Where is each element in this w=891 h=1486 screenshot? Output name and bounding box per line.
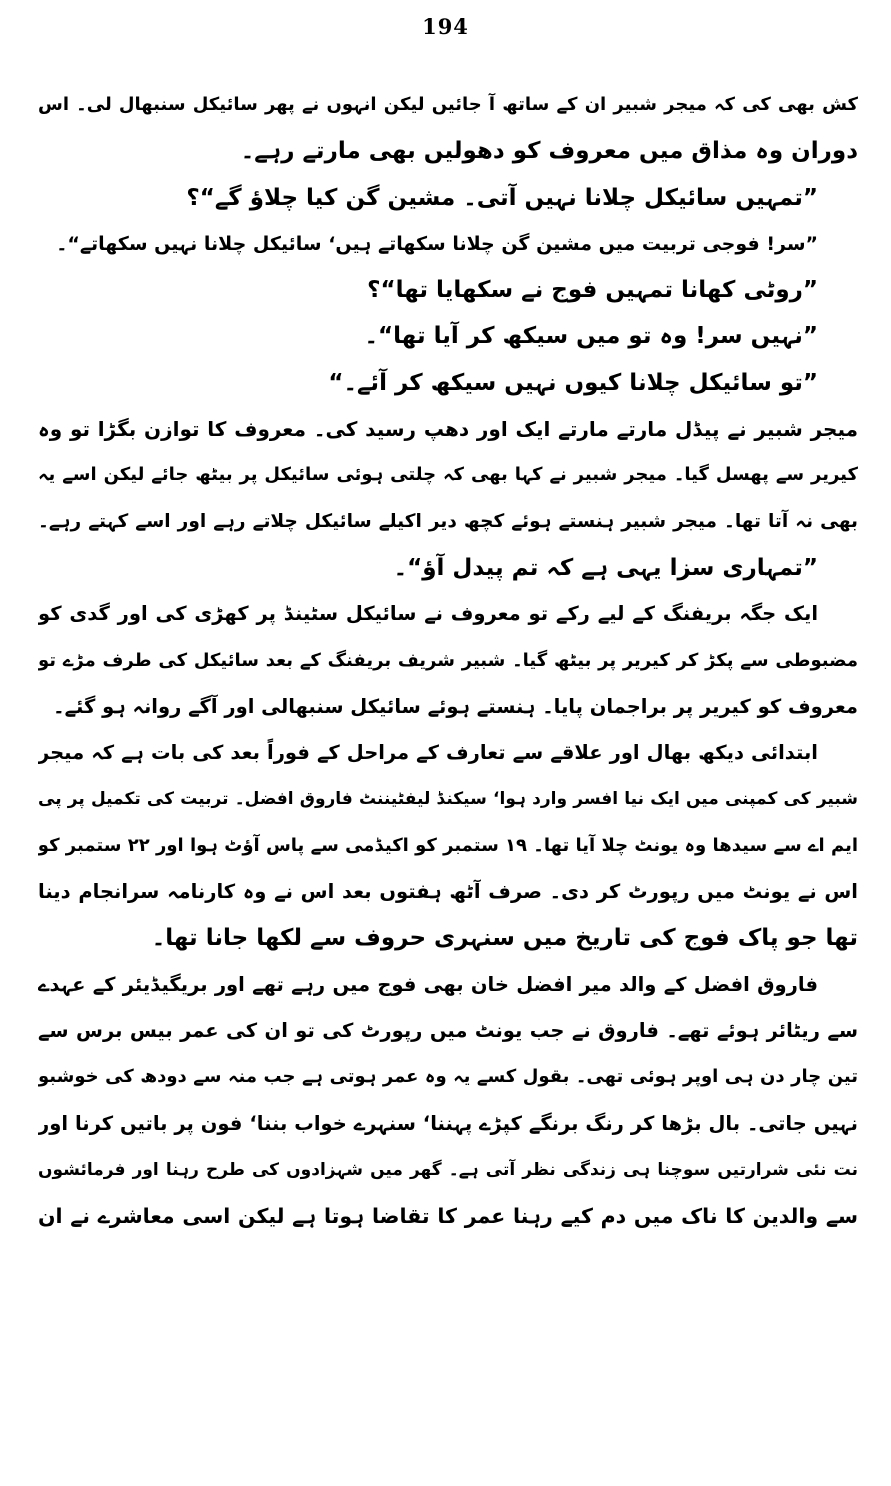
- text-line: ”تو سائیکل چلانا کیوں نہیں سیکھ کر آئے۔“: [328, 369, 818, 396]
- text-line: ایک جگہ بریفنگ کے لیے رکے تو معروف نے سائیکل سٹینڈ پر کھڑی کی اور گدی کو: [38, 602, 818, 626]
- text-line: دوران وہ مذاق میں معروف کو دھولیں بھی مارتے رہے۔: [240, 138, 858, 165]
- text-line: نہیں جاتی۔ بال بڑھا کر رنگ برنگے کپڑے پہننا‘ سنہرے خواب بننا‘ فون پر باتیں کرنا اور: [38, 1111, 858, 1135]
- text-line: شبیر کی کمپنی میں ایک نیا افسر وارد ہوا‘ سیکنڈ لیفٹیننٹ فاروق افضل۔ تربیت کی تکمیل پر پی: [38, 789, 858, 810]
- text-line: اس نے یونٹ میں رپورٹ کر دی۔ صرف آٹھ ہفتوں بعد اس نے وہ کارنامہ سرانجام دینا: [38, 880, 858, 904]
- text-line: معروف کو کیریر پر براجمان پایا۔ ہنستے ہوئے سائیکل سنبھالی اور آگے روانہ ہو گئے۔: [53, 694, 858, 718]
- text-line: میجر شبیر نے پیڈل مارتے مارتے ایک اور دھپ رسید کی۔ معروف کا توازن بگڑا تو وہ: [38, 417, 858, 442]
- text-line: بھی نہ آتا تھا۔ میجر شبیر ہنستے ہوئے کچھ دیر اکیلے سائیکل چلاتے رہے اور اسے کہتے رہے۔: [38, 510, 858, 532]
- body-text: [38, 82, 858, 1239]
- text-line: کش بھی کی کہ میجر شبیر ان کے ساتھ آ جائیں لیکن انہوں نے پھر سائیکل سنبھال لی۔ اس: [38, 94, 858, 115]
- page-number: 194: [422, 14, 469, 39]
- text-line: ایم اے سے سیدھا وہ یونٹ چلا آیا تھا۔ ۱۹ ستمبر کو اکیڈمی سے پاس آؤٹ ہوا اور ۲۲ ستمبر کو: [38, 834, 858, 856]
- text-line: نت نئی شرارتیں سوچنا ہی زندگی نظر آتی ہے۔ گھر میں شہزادوں کی طرح رہنا اور فرمائشوں: [38, 1159, 858, 1180]
- text-line: ”تمہاری سزا یہی ہے کہ تم پیدل آؤ“۔: [393, 554, 818, 581]
- text-line: فاروق افضل کے والد میر افضل خان بھی فوج میں رہے تھے اور بریگیڈیئر کے عہدے: [38, 972, 818, 996]
- text-line: ابتدائی دیکھ بھال اور علاقے سے تعارف کے مراحل کے فوراً بعد کی بات ہے کہ میجر: [38, 741, 818, 765]
- text-line: ”سر! فوجی تربیت میں مشین گن چلانا سکھاتے ہیں‘ سائیکل چلانا نہیں سکھاتے“۔: [56, 232, 818, 255]
- text-line: ”تمہیں سائیکل چلانا نہیں آتی۔ مشین گن کیا چلاؤ گے“؟: [186, 184, 818, 211]
- text-line: تین چار دن ہی اوپر ہوئی تھی۔ بقول کسے یہ وہ عمر ہوتی ہے جب منہ سے دودھ کی خوشبو: [38, 1066, 858, 1088]
- text-line: مضبوطی سے پکڑ کر کیریر پر بیٹھ گیا۔ شبیر شریف بریفنگ کے بعد سائیکل کی طرف مڑے تو: [38, 649, 858, 671]
- text-line: ”روٹی کھانا تمہیں فوج نے سکھایا تھا“؟: [367, 277, 818, 304]
- text-line: ”نہیں سر! وہ تو میں سیکھ کر آیا تھا“۔: [364, 323, 818, 350]
- text-line: سے والدین کا ناک میں دم کیے رہنا عمر کا تقاضا ہوتا ہے لیکن اسی معاشرے نے ان: [38, 1204, 858, 1229]
- text-line: تھا جو پاک فوج کی تاریخ میں سنہری حروف سے لکھا جانا تھا۔: [151, 925, 858, 952]
- text-line: سے ریٹائر ہوئے تھے۔ فاروق نے جب یونٹ میں رپورٹ کی تو ان کی عمر بیس برس سے: [38, 1018, 858, 1042]
- text-line: کیریر سے پھسل گیا۔ میجر شبیر نے کہا بھی کہ چلتی ہوئی سائیکل پر بیٹھ جائے لیکن اسے یہ: [38, 464, 858, 486]
